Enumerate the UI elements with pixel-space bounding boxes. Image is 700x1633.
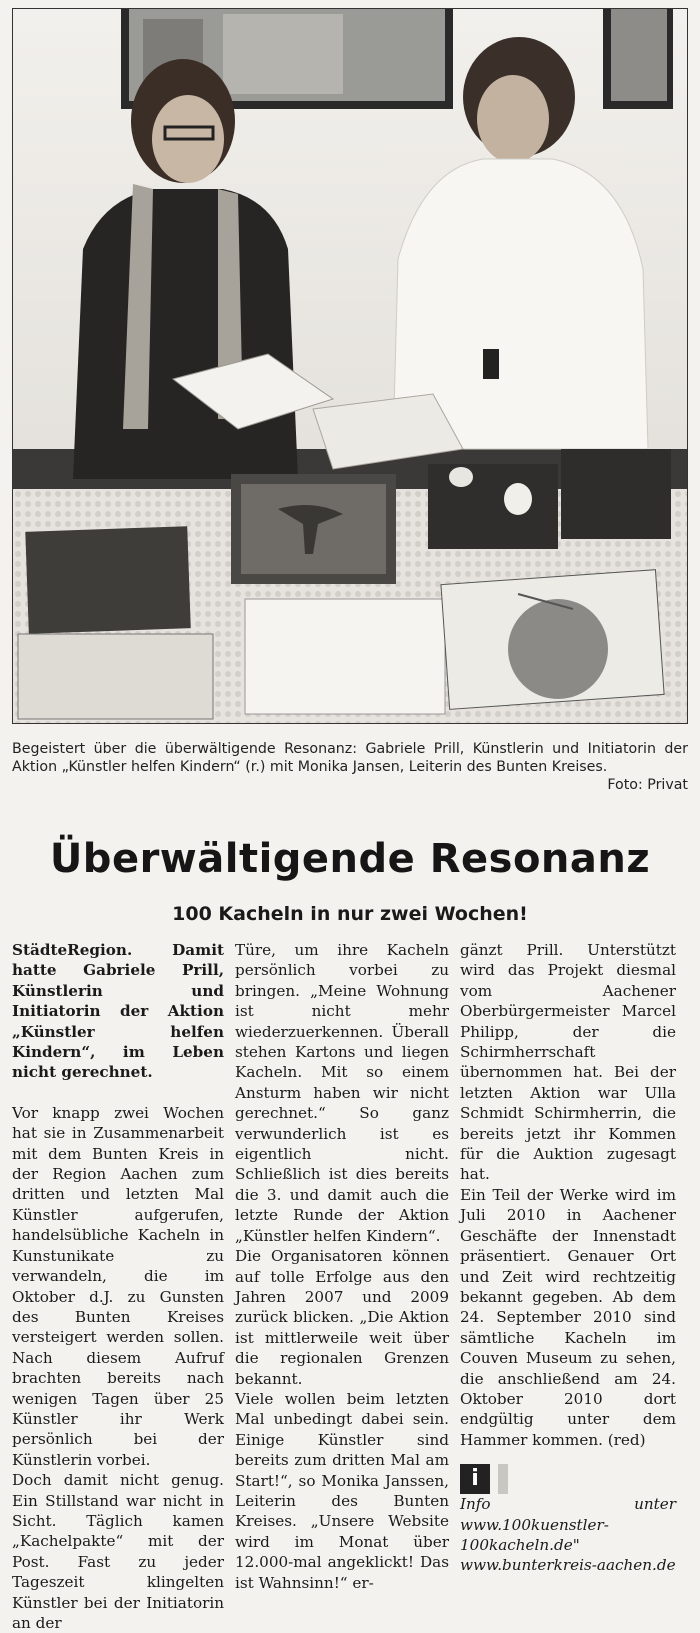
info-link-100kuenstler[interactable]: www.100kuenstler-100kacheln.de" <box>460 1515 609 1554</box>
article-column-2 <box>235 940 449 1593</box>
photo-credit: Foto: Privat <box>607 777 688 793</box>
photo-caption <box>12 740 688 794</box>
article-column-1 <box>12 940 224 1633</box>
article-paragraph-4b: gänzt Prill. Unterstützt wird das Projekt diesmal vom Aachener Oberbürgermeister Marcel Philipp, der die Schirmherrschaft übernommen hat. Bei der letzten Aktion war Ulla Schmidt Schirmherrin, die bereits jetzt ihr Kommen für die Auktion zugesagt hat. <box>460 941 676 1184</box>
article-lead: StädteRegion. Damit hatte Gabriele Prill, Künstlerin und Initiatorin der Aktion „Künstler helfen Kindern“, im Leben nicht gerechnet. <box>12 941 224 1082</box>
article-paragraph-2a: Doch damit nicht genug. Ein Stillstand war nicht in Sicht. Täglich kamen „Kachelpakte“ mit der Post. Fast zu jeder Tageszeit klingelten Künstler bei der Initiatorin an der <box>12 1471 224 1632</box>
info-icon: i <box>460 1464 490 1494</box>
article-paragraph-5: Ein Teil der Werke wird im Juli 2010 in Aachener Geschäfte der Innenstadt präsentiert. Genauer Ort und Zeit wird rechtzeitig bekannt gegeben. Ab dem 24. September 2010 sind sämtliche Kacheln im Couven Museum zu sehen, die anschließend am 24. Oktober 2010 dort endgültig unter dem Hammer kommen. (red) <box>460 1185 676 1449</box>
caption-text: Begeistert über die überwältigende Resonanz: Gabriele Prill, Künstlerin und Initiatorin der Aktion „Künstler helfen Kindern“ (r.) mit Monika Jansen, Leiterin des Bunten Kreises. <box>12 741 688 775</box>
article-paragraph-1: Vor knapp zwei Wochen hat sie in Zusammenarbeit mit dem Bunten Kreis in der Region Aachen zum dritten und letzten Mal Künstler aufgerufen, handelsübliche Kacheln in Kunstunikate zu verwandeln, die im Oktober d.J. zu Gunsten des Bunten Kreises versteigert werden sollen. Nach diesem Aufruf brachten bereits nach wenigen Tagen über 25 Künstler ihr Werk persönlich bei der Künstlerin vorbei. <box>12 1103 224 1469</box>
info-shade-bar <box>498 1464 508 1494</box>
photo-illustration <box>13 9 687 723</box>
info-box <box>460 1464 676 1494</box>
article-paragraph-4a: Viele wollen beim letzten Mal unbedingt dabei sein. Einige Künstler sind bereits zum dritten Mal am Start!“, so Monika Janssen, Leiterin des Bunten Kreises. „Unsere Website wird im Monat über 12.000-mal angeklickt! Das ist Wahnsinn!“ er- <box>235 1389 449 1592</box>
subheadline: 100 Kacheln in nur zwei Wochen! <box>172 903 528 925</box>
article-paragraph-2b: Türe, um ihre Kacheln persönlich vorbei zu bringen. „Meine Wohnung ist nicht mehr wiederzuerkennen. Überall stehen Kartons und liegen Kacheln. Mit so einem Ansturm haben wir nicht gerechnet.“ So ganz verwunderlich ist es eigentlich nicht. Schließlich ist dies bereits die 3. und damit auch die letzte Runde der Aktion „Künstler helfen Kindern“. <box>235 941 449 1245</box>
info-link-bunterkreis[interactable]: www.bunterkreis-aachen.de <box>460 1556 676 1575</box>
article-column-3 <box>460 940 676 1576</box>
info-label-line <box>460 1494 676 1514</box>
info-label: Info <box>460 1495 491 1514</box>
article-paragraph-3: Die Organisatoren können auf tolle Erfolge aus den Jahren 2007 und 2009 zurück blicken. „Die Aktion ist mittlerweile weit über die regionalen Grenzen bekannt. <box>235 1247 449 1388</box>
article-photo <box>12 8 688 724</box>
info-label-right: unter <box>634 1495 676 1514</box>
headline: Überwältigende Resonanz <box>49 836 651 882</box>
